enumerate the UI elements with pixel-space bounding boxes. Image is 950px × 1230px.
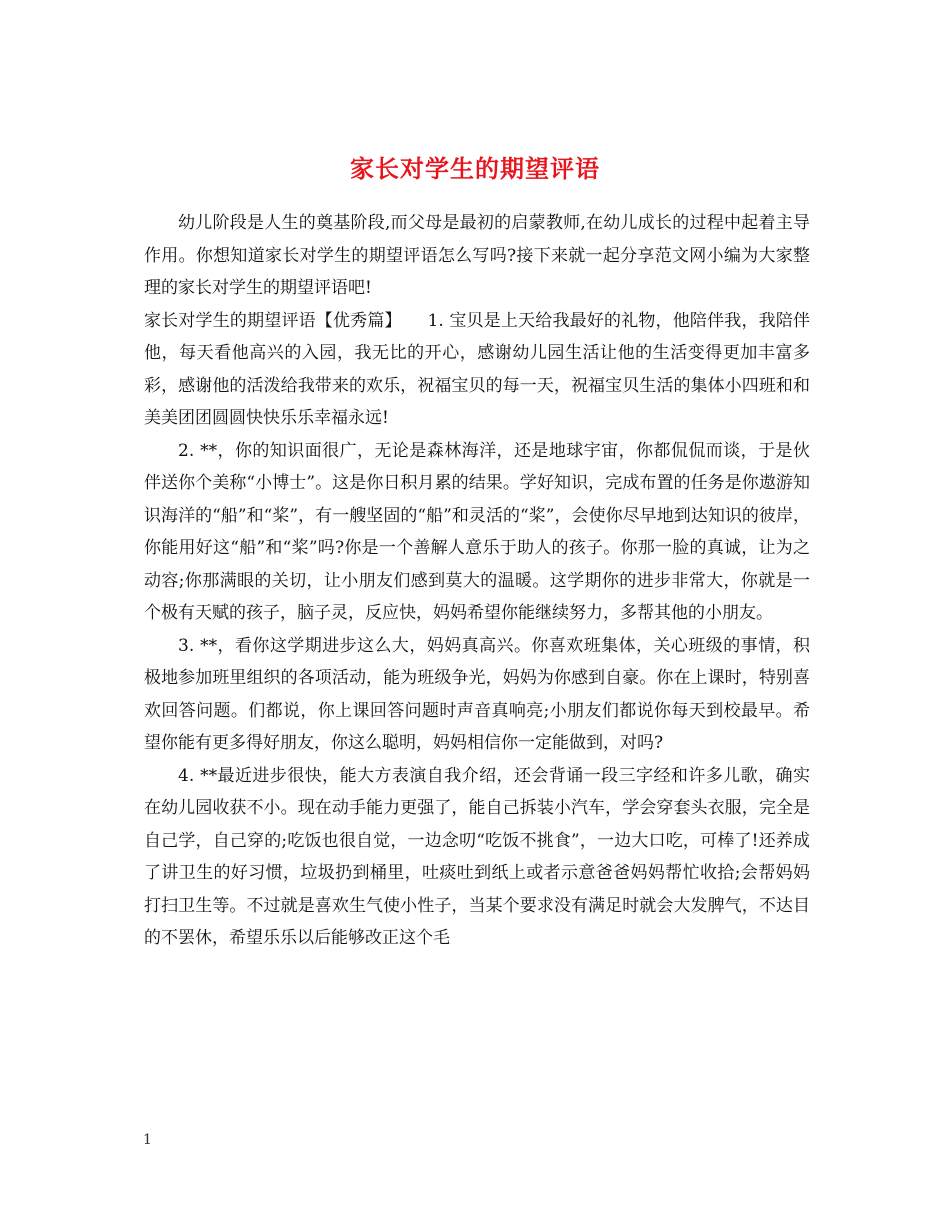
intro-paragraph: 幼儿阶段是人生的奠基阶段,而父母是最初的启蒙教师,在幼儿成长的过程中起着主导作用。你想知道家长对学生的期望评语怎么写吗?接下来就一起分享范文网小编为大家整理的家长对学生的期望评语吧!: [144, 213, 810, 298]
comment-paragraph-2: 2. **，你的知识面很广，无论是森林海洋，还是地球宇宙，你都侃侃而谈，于是伙伴送你个美称“小博士”。这是你日积月累的结果。学好知识，完成布置的任务是你遨游知识海洋的“船”和“桨”，有一艘坚固的“船”和灵活的“桨”，会使你尽早地到达知识的彼岸，你能用好这“船”和“桨”吗?你是一个善解人意乐于助人的孩子。你那一脸的真诚，让为之动容;你那满眼的关切，让小朋友们感到莫大的温暖。这学期你的进步非常大，你就是一个极有天赋的孩子，脑子灵，反应快，妈妈希望你能继续努力，多帮其他的小朋友。: [144, 440, 810, 623]
document-title: 家长对学生的期望评语: [350, 154, 600, 184]
document-body: [144, 207, 810, 955]
comment-paragraph-4: 4. **最近进步很快，能大方表演自我介绍，还会背诵一段三字经和许多儿歌，确实在幼儿园收获不小。现在动手能力更强了，能自己拆装小汽车，学会穿套头衣服，完全是自己学，自己穿的;吃饭也很自觉，一边念叨“吃饭不挑食”，一边大口吃，可棒了!还养成了讲卫生的好习惯，垃圾扔到桶里，吐痰吐到纸上或者示意爸爸妈妈帮忙收拾;会帮妈妈打扫卫生等。不过就是喜欢生气使小性子，当某个要求没有满足时就会大发脾气，不达目的不罢休，希望乐乐以后能够改正这个毛: [144, 765, 810, 948]
page-number: 1: [143, 1132, 152, 1148]
excellent-section-paragraph: 家长对学生的期望评语【优秀篇】 1. 宝贝是上天给我最好的礼物，他陪伴我，我陪伴他，每天看他高兴的入园，我无比的开心，感谢幼儿园生活让他的生活变得更加丰富多彩，感谢他的活泼给我带来的欢乐，祝福宝贝的每一天，祝福宝贝生活的集体小四班和和美美团团圆圆快快乐乐幸福永远!: [144, 310, 810, 428]
comment-paragraph-3: 3. **，看你这学期进步这么大，妈妈真高兴。你喜欢班集体，关心班级的事情，积极地参加班里组织的各项活动，能为班级争光，妈妈为你感到自豪。你在上课时，特别喜欢回答问题。们都说，你上课回答问题时声音真响亮;小朋友们都说你每天到校最早。希望你能有更多得好朋友，你这么聪明，妈妈相信你一定能做到，对吗?: [144, 635, 810, 753]
